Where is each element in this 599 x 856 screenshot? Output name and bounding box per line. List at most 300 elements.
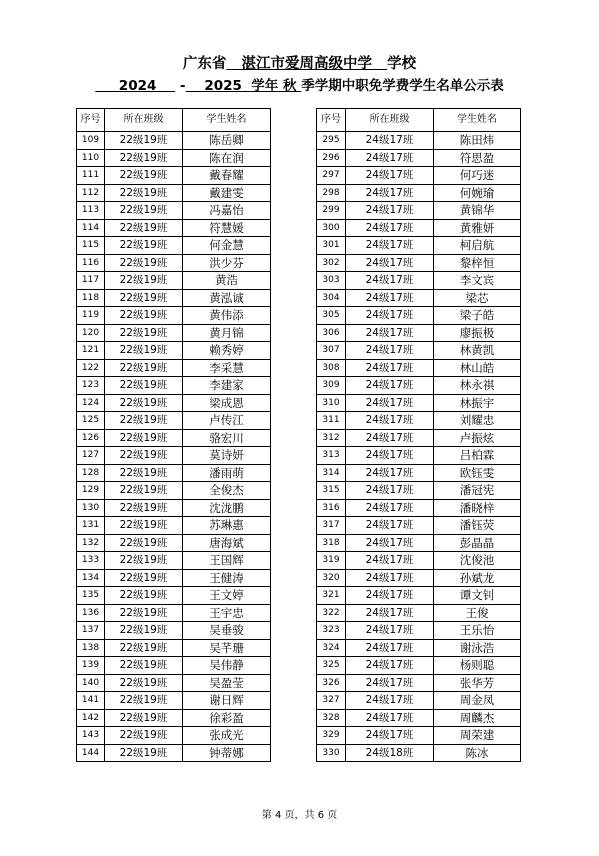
header-name: 学生姓名 bbox=[183, 109, 271, 132]
table-row bbox=[317, 184, 521, 202]
header-class: 所在班级 bbox=[346, 109, 434, 132]
table-row bbox=[77, 289, 271, 307]
cell-class: 22级19班 bbox=[105, 429, 183, 447]
cell-class: 22级19班 bbox=[105, 342, 183, 360]
cell-name: 李文宾 bbox=[434, 272, 521, 290]
cell-no: 321 bbox=[317, 587, 346, 605]
cell-name: 梁芯 bbox=[434, 289, 521, 307]
cell-no: 124 bbox=[77, 394, 105, 412]
cell-no: 130 bbox=[77, 499, 105, 517]
cell-name: 戴春耀 bbox=[183, 167, 271, 185]
cell-no: 115 bbox=[77, 237, 105, 255]
table-row bbox=[317, 552, 521, 570]
cell-class: 22级19班 bbox=[105, 552, 183, 570]
cell-name: 陈岳卿 bbox=[183, 132, 271, 150]
header-no: 序号 bbox=[77, 109, 105, 132]
table-row bbox=[317, 342, 521, 360]
table-row bbox=[317, 429, 521, 447]
table-row bbox=[317, 394, 521, 412]
table-row bbox=[317, 202, 521, 220]
cell-name: 黎梓恒 bbox=[434, 254, 521, 272]
cell-no: 141 bbox=[77, 692, 105, 710]
table-row bbox=[317, 307, 521, 325]
table-row bbox=[317, 657, 521, 675]
table-row bbox=[317, 622, 521, 640]
table-row bbox=[317, 237, 521, 255]
table-row bbox=[77, 447, 271, 465]
cell-class: 22级19班 bbox=[105, 289, 183, 307]
cell-class: 24级17班 bbox=[346, 132, 434, 150]
cell-no: 144 bbox=[77, 744, 105, 762]
cell-class: 24级17班 bbox=[346, 167, 434, 185]
cell-class: 24级17班 bbox=[346, 219, 434, 237]
cell-class: 24级17班 bbox=[346, 692, 434, 710]
cell-class: 22级19班 bbox=[105, 709, 183, 727]
cell-class: 22级19班 bbox=[105, 517, 183, 535]
cell-no: 316 bbox=[317, 499, 346, 517]
cell-name: 王国辉 bbox=[183, 552, 271, 570]
title-rest: 季学期中职免学费学生名单公示表 bbox=[301, 78, 504, 94]
cell-no: 122 bbox=[77, 359, 105, 377]
table-row bbox=[317, 324, 521, 342]
cell-class: 22级19班 bbox=[105, 587, 183, 605]
cell-name: 李采慧 bbox=[183, 359, 271, 377]
cell-name: 潘钰荧 bbox=[434, 517, 521, 535]
table-row bbox=[317, 272, 521, 290]
cell-no: 305 bbox=[317, 307, 346, 325]
cell-name: 唐海斌 bbox=[183, 534, 271, 552]
table-row bbox=[77, 219, 271, 237]
table-row bbox=[317, 289, 521, 307]
roster-table-right bbox=[316, 108, 521, 762]
cell-class: 24级17班 bbox=[346, 254, 434, 272]
table-row bbox=[77, 149, 271, 167]
cell-no: 127 bbox=[77, 447, 105, 465]
cell-no: 326 bbox=[317, 674, 346, 692]
table-row bbox=[77, 412, 271, 430]
cell-class: 22级19班 bbox=[105, 149, 183, 167]
footer-page-number: 4 bbox=[274, 810, 282, 821]
cell-class: 22级19班 bbox=[105, 569, 183, 587]
cell-no: 315 bbox=[317, 482, 346, 500]
table-row bbox=[317, 692, 521, 710]
table-row bbox=[317, 709, 521, 727]
cell-name: 黄雅妍 bbox=[434, 219, 521, 237]
cell-no: 308 bbox=[317, 359, 346, 377]
cell-no: 125 bbox=[77, 412, 105, 430]
header-name: 学生姓名 bbox=[434, 109, 521, 132]
title-province: 广东省 bbox=[182, 56, 227, 72]
cell-name: 吕柏霖 bbox=[434, 447, 521, 465]
cell-no: 295 bbox=[317, 132, 346, 150]
table-row bbox=[317, 149, 521, 167]
cell-name: 卢传江 bbox=[183, 412, 271, 430]
cell-name: 林山皓 bbox=[434, 359, 521, 377]
cell-no: 134 bbox=[77, 569, 105, 587]
cell-class: 24级17班 bbox=[346, 569, 434, 587]
table-row bbox=[77, 254, 271, 272]
cell-no: 317 bbox=[317, 517, 346, 535]
table-row bbox=[77, 202, 271, 220]
cell-name: 周金凤 bbox=[434, 692, 521, 710]
title-dash: - bbox=[179, 78, 186, 94]
cell-name: 钟蒂娜 bbox=[183, 744, 271, 762]
cell-class: 24级18班 bbox=[346, 744, 434, 762]
roster-table-left bbox=[76, 108, 271, 762]
table-row bbox=[317, 412, 521, 430]
cell-no: 307 bbox=[317, 342, 346, 360]
cell-no: 325 bbox=[317, 657, 346, 675]
cell-name: 沈泷鹏 bbox=[183, 499, 271, 517]
cell-name: 符慧媛 bbox=[183, 219, 271, 237]
cell-no: 309 bbox=[317, 377, 346, 395]
cell-name: 黄锦华 bbox=[434, 202, 521, 220]
cell-class: 22级19班 bbox=[105, 237, 183, 255]
table-row bbox=[77, 377, 271, 395]
table-row bbox=[317, 587, 521, 605]
table-body-right bbox=[317, 132, 521, 762]
cell-name: 林黄凯 bbox=[434, 342, 521, 360]
cell-no: 111 bbox=[77, 167, 105, 185]
table-row bbox=[317, 377, 521, 395]
cell-name: 吴伟静 bbox=[183, 657, 271, 675]
cell-no: 121 bbox=[77, 342, 105, 360]
table-row bbox=[317, 639, 521, 657]
cell-no: 329 bbox=[317, 727, 346, 745]
cell-name: 何巧迷 bbox=[434, 167, 521, 185]
cell-class: 22级19班 bbox=[105, 744, 183, 762]
cell-class: 24级17班 bbox=[346, 482, 434, 500]
cell-class: 22级19班 bbox=[105, 727, 183, 745]
cell-class: 22级19班 bbox=[105, 657, 183, 675]
table-row bbox=[77, 464, 271, 482]
table-row bbox=[77, 499, 271, 517]
cell-class: 24级17班 bbox=[346, 377, 434, 395]
cell-no: 128 bbox=[77, 464, 105, 482]
cell-class: 24级17班 bbox=[346, 657, 434, 675]
cell-name: 梁成恩 bbox=[183, 394, 271, 412]
cell-name: 王乐怡 bbox=[434, 622, 521, 640]
table-header-row bbox=[317, 109, 521, 132]
cell-name: 谭文钊 bbox=[434, 587, 521, 605]
cell-class: 24级17班 bbox=[346, 447, 434, 465]
table-header-row bbox=[77, 109, 271, 132]
cell-no: 116 bbox=[77, 254, 105, 272]
cell-class: 24级17班 bbox=[346, 184, 434, 202]
cell-name: 莫诗妍 bbox=[183, 447, 271, 465]
cell-no: 132 bbox=[77, 534, 105, 552]
cell-class: 24级17班 bbox=[346, 587, 434, 605]
cell-name: 周荣建 bbox=[434, 727, 521, 745]
title-school-name: 湛江市爱周高级中学 bbox=[241, 56, 372, 72]
table-row bbox=[77, 429, 271, 447]
cell-name: 孙斌龙 bbox=[434, 569, 521, 587]
cell-no: 313 bbox=[317, 447, 346, 465]
cell-class: 24级17班 bbox=[346, 272, 434, 290]
cell-no: 133 bbox=[77, 552, 105, 570]
cell-class: 22级19班 bbox=[105, 534, 183, 552]
table-row bbox=[317, 447, 521, 465]
cell-class: 24级17班 bbox=[346, 517, 434, 535]
cell-no: 142 bbox=[77, 709, 105, 727]
cell-no: 114 bbox=[77, 219, 105, 237]
table-row bbox=[77, 552, 271, 570]
cell-no: 126 bbox=[77, 429, 105, 447]
cell-name: 全俊杰 bbox=[183, 482, 271, 500]
cell-no: 327 bbox=[317, 692, 346, 710]
cell-no: 323 bbox=[317, 622, 346, 640]
cell-class: 24级17班 bbox=[346, 674, 434, 692]
cell-name: 杨则聪 bbox=[434, 657, 521, 675]
cell-name: 谢泳浩 bbox=[434, 639, 521, 657]
table-row bbox=[317, 569, 521, 587]
cell-name: 吴芊珊 bbox=[183, 639, 271, 657]
cell-class: 22级19班 bbox=[105, 272, 183, 290]
cell-no: 110 bbox=[77, 149, 105, 167]
cell-class: 24级17班 bbox=[346, 499, 434, 517]
cell-no: 143 bbox=[77, 727, 105, 745]
table-row bbox=[77, 709, 271, 727]
cell-name: 张华芳 bbox=[434, 674, 521, 692]
cell-class: 24级17班 bbox=[346, 552, 434, 570]
table-row bbox=[317, 167, 521, 185]
cell-no: 140 bbox=[77, 674, 105, 692]
cell-name: 黄泓诚 bbox=[183, 289, 271, 307]
table-row bbox=[77, 569, 271, 587]
header-class: 所在班级 bbox=[105, 109, 183, 132]
cell-class: 24级17班 bbox=[346, 412, 434, 430]
title-year-start: 2024 bbox=[118, 78, 157, 94]
cell-class: 22级19班 bbox=[105, 499, 183, 517]
table-row bbox=[77, 534, 271, 552]
cell-no: 311 bbox=[317, 412, 346, 430]
table-row bbox=[317, 464, 521, 482]
cell-no: 136 bbox=[77, 604, 105, 622]
cell-name: 林永祺 bbox=[434, 377, 521, 395]
table-row bbox=[317, 482, 521, 500]
cell-name: 卢振炫 bbox=[434, 429, 521, 447]
cell-name: 王俊 bbox=[434, 604, 521, 622]
table-row bbox=[317, 132, 521, 150]
title-year-label: 学年 bbox=[251, 78, 279, 94]
cell-class: 22级19班 bbox=[105, 482, 183, 500]
cell-no: 135 bbox=[77, 587, 105, 605]
table-row bbox=[77, 342, 271, 360]
cell-name: 赖秀婷 bbox=[183, 342, 271, 360]
cell-name: 吴盈莹 bbox=[183, 674, 271, 692]
cell-class: 24级17班 bbox=[346, 324, 434, 342]
cell-name: 符思盈 bbox=[434, 149, 521, 167]
cell-no: 312 bbox=[317, 429, 346, 447]
cell-name: 潘晓梓 bbox=[434, 499, 521, 517]
cell-class: 22级19班 bbox=[105, 412, 183, 430]
cell-class: 24级17班 bbox=[346, 639, 434, 657]
cell-name: 吴垂骏 bbox=[183, 622, 271, 640]
table-row bbox=[77, 394, 271, 412]
cell-no: 318 bbox=[317, 534, 346, 552]
footer-middle: 页，共 bbox=[284, 810, 315, 821]
cell-class: 22级19班 bbox=[105, 254, 183, 272]
table-body-left bbox=[77, 132, 271, 762]
cell-no: 109 bbox=[77, 132, 105, 150]
cell-class: 24级17班 bbox=[346, 727, 434, 745]
cell-no: 118 bbox=[77, 289, 105, 307]
table-row bbox=[317, 674, 521, 692]
cell-class: 22级19班 bbox=[105, 674, 183, 692]
header-no: 序号 bbox=[317, 109, 346, 132]
cell-class: 24级17班 bbox=[346, 464, 434, 482]
title-line-1 bbox=[0, 55, 599, 73]
cell-name: 谢日辉 bbox=[183, 692, 271, 710]
cell-class: 24级17班 bbox=[346, 237, 434, 255]
cell-no: 310 bbox=[317, 394, 346, 412]
table-row bbox=[77, 639, 271, 657]
table-row bbox=[317, 604, 521, 622]
cell-class: 22级19班 bbox=[105, 692, 183, 710]
cell-no: 304 bbox=[317, 289, 346, 307]
table-row bbox=[77, 517, 271, 535]
cell-name: 周麟杰 bbox=[434, 709, 521, 727]
cell-name: 王健涛 bbox=[183, 569, 271, 587]
cell-name: 陈田炜 bbox=[434, 132, 521, 150]
cell-no: 324 bbox=[317, 639, 346, 657]
cell-class: 22级19班 bbox=[105, 184, 183, 202]
table-row bbox=[77, 622, 271, 640]
cell-class: 22级19班 bbox=[105, 167, 183, 185]
cell-name: 黄月锦 bbox=[183, 324, 271, 342]
cell-name: 廖振极 bbox=[434, 324, 521, 342]
footer-total-pages: 6 bbox=[317, 810, 325, 821]
cell-no: 137 bbox=[77, 622, 105, 640]
cell-class: 24级17班 bbox=[346, 202, 434, 220]
cell-name: 彭晶晶 bbox=[434, 534, 521, 552]
table-row bbox=[317, 499, 521, 517]
cell-no: 319 bbox=[317, 552, 346, 570]
cell-no: 117 bbox=[77, 272, 105, 290]
cell-no: 314 bbox=[317, 464, 346, 482]
cell-class: 24级17班 bbox=[346, 534, 434, 552]
cell-name: 潘雨萌 bbox=[183, 464, 271, 482]
cell-name: 黄浩 bbox=[183, 272, 271, 290]
table-row bbox=[77, 184, 271, 202]
cell-no: 129 bbox=[77, 482, 105, 500]
cell-class: 22级19班 bbox=[105, 622, 183, 640]
cell-class: 22级19班 bbox=[105, 307, 183, 325]
cell-class: 24级17班 bbox=[346, 307, 434, 325]
cell-class: 24级17班 bbox=[346, 289, 434, 307]
cell-class: 24级17班 bbox=[346, 394, 434, 412]
table-row bbox=[77, 657, 271, 675]
cell-class: 22级19班 bbox=[105, 447, 183, 465]
cell-class: 24级17班 bbox=[346, 604, 434, 622]
cell-no: 123 bbox=[77, 377, 105, 395]
cell-no: 303 bbox=[317, 272, 346, 290]
cell-no: 120 bbox=[77, 324, 105, 342]
cell-name: 柯启航 bbox=[434, 237, 521, 255]
cell-class: 22级19班 bbox=[105, 324, 183, 342]
table-row bbox=[77, 359, 271, 377]
table-row bbox=[77, 692, 271, 710]
cell-class: 22级19班 bbox=[105, 132, 183, 150]
cell-name: 王宇忠 bbox=[183, 604, 271, 622]
cell-name: 戴建雯 bbox=[183, 184, 271, 202]
table-row bbox=[317, 744, 521, 762]
table-row bbox=[77, 167, 271, 185]
cell-name: 张成光 bbox=[183, 727, 271, 745]
cell-name: 洪少芬 bbox=[183, 254, 271, 272]
cell-name: 欧钰雯 bbox=[434, 464, 521, 482]
table-row bbox=[317, 359, 521, 377]
cell-name: 林振宇 bbox=[434, 394, 521, 412]
cell-no: 298 bbox=[317, 184, 346, 202]
cell-class: 22级19班 bbox=[105, 359, 183, 377]
cell-class: 24级17班 bbox=[346, 622, 434, 640]
footer-suffix: 页 bbox=[327, 810, 338, 821]
table-row bbox=[317, 254, 521, 272]
table-row bbox=[77, 237, 271, 255]
table-row bbox=[77, 272, 271, 290]
cell-no: 139 bbox=[77, 657, 105, 675]
cell-name: 陈冰 bbox=[434, 744, 521, 762]
cell-no: 302 bbox=[317, 254, 346, 272]
title-season: 秋 bbox=[283, 78, 297, 94]
cell-no: 119 bbox=[77, 307, 105, 325]
title-line-2 bbox=[0, 77, 599, 95]
table-row bbox=[77, 307, 271, 325]
cell-no: 322 bbox=[317, 604, 346, 622]
table-row bbox=[77, 604, 271, 622]
cell-no: 138 bbox=[77, 639, 105, 657]
title-year-end: 2025 bbox=[204, 78, 242, 94]
cell-no: 306 bbox=[317, 324, 346, 342]
table-row bbox=[317, 534, 521, 552]
cell-name: 苏琳惠 bbox=[183, 517, 271, 535]
cell-name: 李建家 bbox=[183, 377, 271, 395]
title-school-suffix: 学校 bbox=[387, 56, 417, 72]
cell-name: 梁子皓 bbox=[434, 307, 521, 325]
cell-name: 骆宏川 bbox=[183, 429, 271, 447]
table-row bbox=[77, 132, 271, 150]
table-row bbox=[317, 517, 521, 535]
cell-no: 113 bbox=[77, 202, 105, 220]
table-row bbox=[77, 727, 271, 745]
cell-name: 潘冠宪 bbox=[434, 482, 521, 500]
table-row bbox=[77, 324, 271, 342]
cell-no: 330 bbox=[317, 744, 346, 762]
cell-class: 22级19班 bbox=[105, 202, 183, 220]
cell-name: 何金慧 bbox=[183, 237, 271, 255]
cell-class: 22级19班 bbox=[105, 639, 183, 657]
cell-no: 112 bbox=[77, 184, 105, 202]
cell-name: 王文婷 bbox=[183, 587, 271, 605]
page-footer bbox=[0, 810, 599, 822]
cell-no: 296 bbox=[317, 149, 346, 167]
table-row bbox=[317, 219, 521, 237]
cell-name: 刘耀忠 bbox=[434, 412, 521, 430]
cell-class: 22级19班 bbox=[105, 394, 183, 412]
cell-name: 沈俊池 bbox=[434, 552, 521, 570]
cell-name: 黄伟添 bbox=[183, 307, 271, 325]
cell-name: 冯嘉怡 bbox=[183, 202, 271, 220]
cell-name: 陈在润 bbox=[183, 149, 271, 167]
cell-class: 24级17班 bbox=[346, 149, 434, 167]
cell-class: 24级17班 bbox=[346, 429, 434, 447]
cell-class: 22级19班 bbox=[105, 377, 183, 395]
cell-no: 301 bbox=[317, 237, 346, 255]
cell-no: 328 bbox=[317, 709, 346, 727]
cell-class: 22级19班 bbox=[105, 219, 183, 237]
table-row bbox=[77, 587, 271, 605]
